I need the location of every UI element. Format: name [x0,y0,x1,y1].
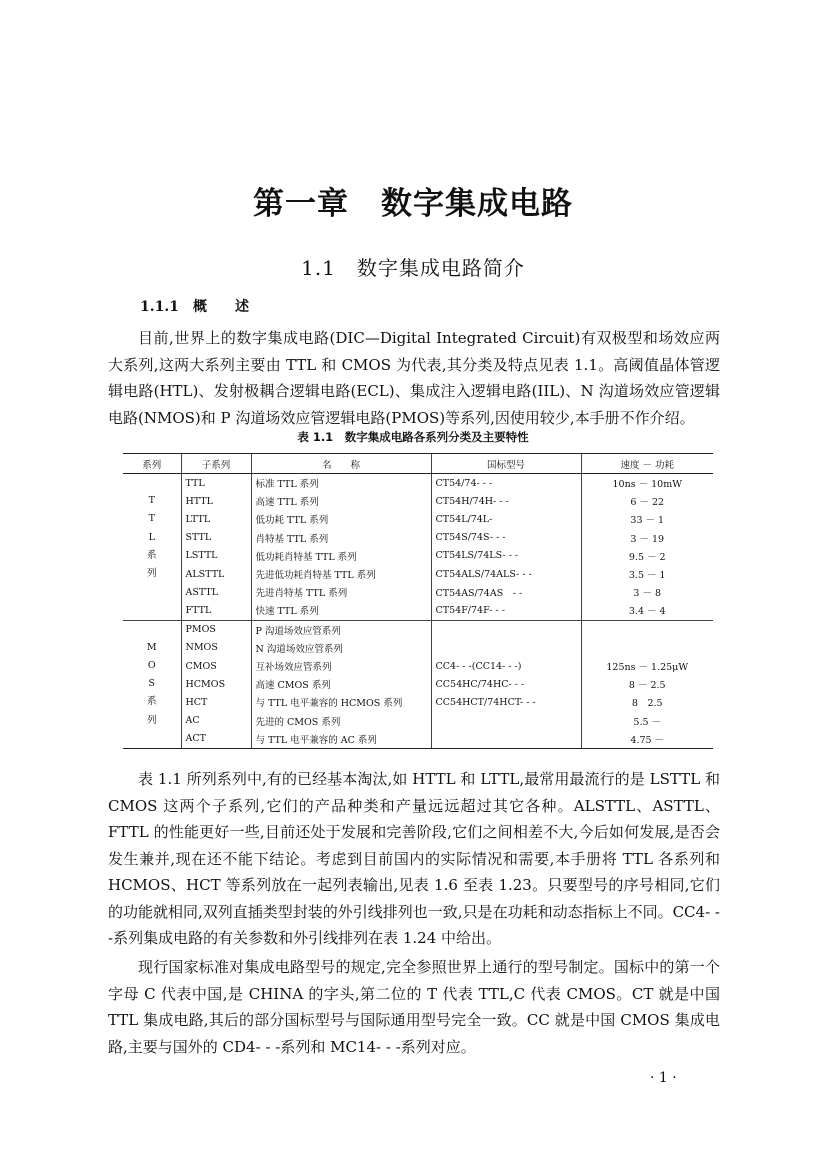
family-cell [123,510,181,528]
family-label-char: T [148,495,155,507]
name-cell: 先进的 CMOS 系列 [251,712,431,730]
table-row [123,693,713,711]
family-cell [123,583,181,601]
family-label-char: M [146,641,157,653]
speed-power-cell: 6 － 22 [581,492,713,510]
table-row [123,510,713,528]
model-cell: CT54/74- - - [431,474,581,493]
header-subseries: 子系列 [181,454,251,474]
model-cell: CT54L/74L- [431,510,581,528]
table-row [123,492,713,510]
family-cell [123,730,181,749]
speed-power-cell [581,639,713,657]
family-label-char: O [147,659,156,671]
subseries-cell: LTTL [181,510,251,528]
family-cell [123,620,181,639]
family-cell [123,639,181,657]
paragraph-series-discussion: 表 1.1 所列系列中,有的已经基本淘汰,如 HTTL 和 LTTL,最常用最流行的是 LSTTL 和 CMOS 这两个子系列,它们的产品种类和产量远远超过其它各种。ALSTTL、ASTTL、FTTL 的性能更好一些,目前还处于发展和完善阶段,它们之间相差不大,今后如何发展,是否会发生兼并,现在还不能下结论。考虑到目前国内的实际情况和需要,本手册将 TTL 各系列和 HCMOS、HCT 等系列放在一起列表输出,见表 1.6 至表 1.23。只要型号的序号相同,它们的功能就相同,双列直插类型封装的外引线排列也一致,只是在功耗和动态指标上不同。CC4- - -系列集成电路的有关参数和外引线排列在表 1.24 中给出。 [108,770,720,947]
paragraph-national-standard: 现行国家标准对集成电路型号的规定,完全参照世界上通行的型号制定。国标中的第一个字母 C 代表中国,是 CHINA 的字头,第二位的 T 代表 TTL,C 代表 CMOS。CT 就是中国 TTL 集成电路,其后的部分国标型号与国际通用型号完全一致。CC 就是中国 CMOS 集成电路,主要与国外的 CD4- - -系列和 MC14- - -系列对应。 [108,958,720,1056]
name-cell: 低功耗 TTL 系列 [251,510,431,528]
name-cell: 高速 CMOS 系列 [251,675,431,693]
table-row [123,565,713,583]
model-cell: CT54LS/74LS- - - [431,547,581,565]
subseries-cell: NMOS [181,639,251,657]
name-cell: 肖特基 TTL 系列 [251,529,431,547]
name-cell: 与 TTL 电平兼容的 AC 系列 [251,730,431,749]
subseries-cell: TTL [181,474,251,493]
paragraph-overview: 目前,世界上的数字集成电路(DIC—Digital Integrated Circuit)有双极型和场效应两大系列,这两大系列主要由 TTL 和 CMOS 为代表,其分类及特点见表 1.1。高阈值晶体管逻辑电路(HTL)、发射极耦合逻辑电路(ECL)、集成注入逻辑电路(IIL)、N 沟道场效应管逻辑电路(NMOS)和 P 沟道场效应管逻辑电路(PMOS)等系列,因使用较少,本手册不作介绍。 [108,329,720,427]
family-label-char: T [148,513,155,525]
table-row [123,730,713,749]
subseries-cell: FTTL [181,601,251,620]
speed-power-cell: 125ns － 1.25μW [581,657,713,675]
speed-power-cell: 5.5 － [581,712,713,730]
chapter-title: 第一章 数字集成电路 [253,186,573,222]
subseries-cell: CMOS [181,657,251,675]
name-cell: 互补场效应管系列 [251,657,431,675]
table-row [123,639,713,657]
table-row [123,601,713,620]
family-cell [123,529,181,547]
name-cell: 标准 TTL 系列 [251,474,431,493]
table-row [123,547,713,565]
model-cell [431,639,581,657]
table-row [123,583,713,601]
header-family: 系列 [123,454,181,474]
speed-power-cell [581,620,713,639]
table-row [123,657,713,675]
family-cell [123,712,181,730]
model-cell [431,730,581,749]
model-cell: CT54ALS/74ALS- - - [431,565,581,583]
model-cell: CC4- - -(CC14- - -) [431,657,581,675]
name-cell: P 沟道场效应管系列 [251,620,431,639]
speed-power-cell: 8 2.5 [581,693,713,711]
series-spec-table [123,453,713,749]
name-cell: 先进肖特基 TTL 系列 [251,583,431,601]
table-row [123,620,713,639]
name-cell: 与 TTL 电平兼容的 HCMOS 系列 [251,693,431,711]
model-cell [431,620,581,639]
subseries-cell: STTL [181,529,251,547]
family-label-char: 列 [146,568,157,579]
page-number: · 1 · [650,1070,677,1086]
table-caption: 表 1.1 数字集成电路各系列分类及主要特性 [297,430,529,444]
subseries-cell: ASTTL [181,583,251,601]
speed-power-cell: 3.4 － 4 [581,601,713,620]
family-label-char: 系 [146,696,157,708]
family-cell [123,693,181,711]
subseries-cell: PMOS [181,620,251,639]
subseries-cell: ALSTTL [181,565,251,583]
model-cell: CT54H/74H- - - [431,492,581,510]
family-label-char: S [148,678,155,690]
subseries-cell: HTTL [181,492,251,510]
speed-power-cell: 33 － 1 [581,510,713,528]
speed-power-cell: 10ns － 10mW [581,474,713,493]
subsection-title: 1.1.1 概 述 [140,299,249,315]
model-cell: CC54HC/74HC- - - [431,675,581,693]
name-cell: 快速 TTL 系列 [251,601,431,620]
header-model: 国标型号 [431,454,581,474]
family-cell [123,474,181,493]
name-cell: N 沟道场效应管系列 [251,639,431,657]
subseries-cell: ACT [181,730,251,749]
family-cell [123,492,181,510]
family-label-char: 系 [146,549,157,561]
section-title: 1.1 数字集成电路简介 [301,256,525,280]
speed-power-cell: 3 － 19 [581,529,713,547]
name-cell: 高速 TTL 系列 [251,492,431,510]
speed-power-cell: 9.5 － 2 [581,547,713,565]
model-cell: CT54AS/74AS - - [431,583,581,601]
family-label-char: 列 [146,714,157,726]
family-cell [123,565,181,583]
family-cell [123,547,181,565]
family-cell [123,657,181,675]
table-row [123,675,713,693]
family-cell [123,601,181,620]
header-name: 名 称 [251,454,431,474]
subseries-cell: AC [181,712,251,730]
speed-power-cell: 3 － 8 [581,583,713,601]
speed-power-cell: 8 － 2.5 [581,675,713,693]
subseries-cell: LSTTL [181,547,251,565]
speed-power-cell: 3.5 － 1 [581,565,713,583]
header-speed-power: 速度 － 功耗 [581,454,713,474]
subseries-cell: HCT [181,693,251,711]
family-cell [123,675,181,693]
table-row [123,474,713,493]
model-cell: CT54S/74S- - - [431,529,581,547]
name-cell: 低功耗肖特基 TTL 系列 [251,547,431,565]
speed-power-cell: 4.75 － [581,730,713,749]
subseries-cell: HCMOS [181,675,251,693]
model-cell [431,712,581,730]
model-cell: CT54F/74F- - - [431,601,581,620]
model-cell: CC54HCT/74HCT- - - [431,693,581,711]
table-row [123,712,713,730]
family-label-char: L [148,531,155,543]
table-body [123,474,713,749]
table-header-row [123,454,713,474]
table-row [123,529,713,547]
name-cell: 先进低功耗肖特基 TTL 系列 [251,565,431,583]
